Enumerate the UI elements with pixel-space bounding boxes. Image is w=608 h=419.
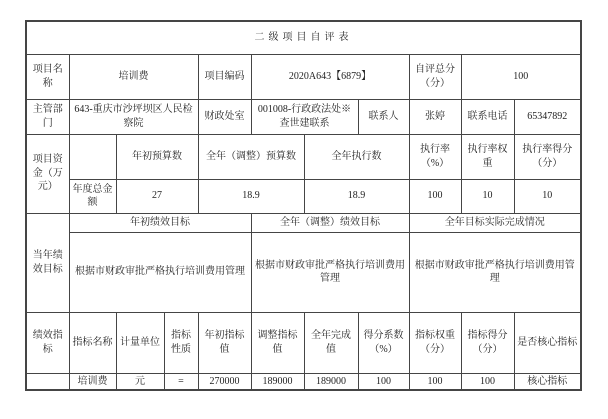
indicator-score-header: 指标得分（分） (461, 312, 514, 373)
adjusted-budget-header: 全年（调整）预算数 (198, 134, 304, 179)
contact-value: 张婷 (409, 99, 461, 134)
indicator-completed-header: 全年完成值 (304, 312, 358, 373)
project-name-value: 培训费 (69, 54, 198, 99)
executed-value: 18.9 (304, 179, 409, 213)
fiscal-office-label: 财政处室 (198, 99, 251, 134)
department-label: 主管部门 (26, 99, 69, 134)
indicators-section-label: 绩效指标 (26, 312, 69, 373)
indicator-data-row (26, 373, 581, 390)
fiscal-office-value: 001008-行政政法处※查世建联系 (251, 99, 358, 134)
exec-rate-value: 100 (409, 179, 461, 213)
goals-value-row (26, 232, 581, 312)
department-row (26, 99, 581, 134)
funds-header-row (26, 134, 581, 179)
indicator-name-header: 指标名称 (69, 312, 116, 373)
indicators-header-row (26, 312, 581, 373)
contact-label: 联系人 (358, 99, 409, 134)
project-code-value: 2020A643【6879】 (251, 54, 409, 99)
initial-goal-text: 根据市财政审批严格执行培训费用管理 (69, 232, 251, 312)
indicator-nature-value: = (164, 373, 198, 390)
self-score-label: 自评总分（分） (409, 54, 461, 99)
actual-goal-header: 全年目标实际完成情况 (409, 213, 581, 232)
indicator-weight-value: 100 (409, 373, 461, 390)
self-evaluation-table (25, 20, 582, 391)
project-row (26, 54, 581, 99)
funds-value-row (26, 179, 581, 213)
funds-section-label: 项目资金（万元） (26, 134, 69, 213)
exec-rate-score-value: 10 (514, 179, 581, 213)
exec-rate-header: 执行率（%） (409, 134, 461, 179)
goals-header-row (26, 213, 581, 232)
indicator-is-core-header: 是否核心指标 (514, 312, 581, 373)
indicator-score-value: 100 (461, 373, 514, 390)
self-score-value: 100 (461, 54, 581, 99)
indicator-unit-header: 计量单位 (116, 312, 164, 373)
form-title: 二级项目自评表 (26, 21, 581, 54)
indicator-weight-header: 指标权重（分） (409, 312, 461, 373)
indicator-score-coef-value: 100 (358, 373, 409, 390)
title-row (26, 21, 581, 54)
exec-rate-weight-value: 10 (461, 179, 514, 213)
initial-budget-value: 27 (116, 179, 198, 213)
phone-value: 65347892 (514, 99, 581, 134)
indicator-empty-cell (26, 373, 69, 390)
funds-empty-cell (69, 134, 116, 179)
project-code-label: 项目编码 (198, 54, 251, 99)
department-value: 643-重庆市沙坪坝区人民检察院 (69, 99, 198, 134)
initial-budget-header: 年初预算数 (116, 134, 198, 179)
indicator-score-coef-header: 得分系数（%） (358, 312, 409, 373)
adjusted-goal-text: 根据市财政审批严格执行培训费用管理 (251, 232, 409, 312)
exec-rate-weight-header: 执行率权重 (461, 134, 514, 179)
project-name-label: 项目名称 (26, 54, 69, 99)
indicator-initial-value: 270000 (198, 373, 251, 390)
executed-header: 全年执行数 (304, 134, 409, 179)
actual-goal-text: 根据市财政审批严格执行培训费用管理 (409, 232, 581, 312)
adjusted-budget-value: 18.9 (198, 179, 304, 213)
indicator-unit-value: 元 (116, 373, 164, 390)
indicator-adjusted-value: 189000 (251, 373, 304, 390)
indicator-initial-header: 年初指标值 (198, 312, 251, 373)
indicator-is-core-value: 核心指标 (514, 373, 581, 390)
annual-total-label: 年度总金额 (69, 179, 116, 213)
goals-section-label: 当年绩效目标 (26, 213, 69, 312)
initial-goal-header: 年初绩效目标 (69, 213, 251, 232)
indicator-nature-header: 指标性质 (164, 312, 198, 373)
adjusted-goal-header: 全年（调整）绩效目标 (251, 213, 409, 232)
indicator-completed-value: 189000 (304, 373, 358, 390)
exec-rate-score-header: 执行率得分（分） (514, 134, 581, 179)
indicator-adjusted-header: 调整指标值 (251, 312, 304, 373)
phone-label: 联系电话 (461, 99, 514, 134)
indicator-name-value: 培训费 (69, 373, 116, 390)
